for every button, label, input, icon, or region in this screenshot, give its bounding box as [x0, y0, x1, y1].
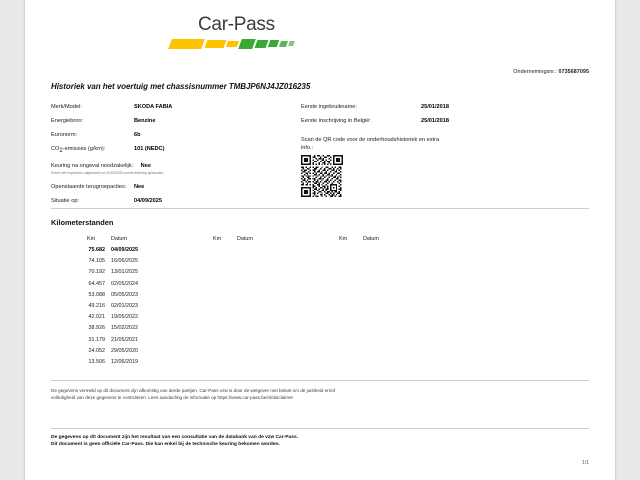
- detail-row-euronorm: [51, 132, 301, 146]
- table-row: [51, 303, 589, 314]
- detail-label: Eerste ingebruikname:: [301, 104, 357, 110]
- detail-value: 6b: [134, 132, 141, 138]
- detail-row-energy-source: [51, 118, 301, 132]
- table-row: [51, 281, 589, 292]
- column-header-datum-1: Datum: [111, 236, 127, 242]
- mileage-date: 29/05/2020: [111, 347, 138, 354]
- column-header-km-1: Km: [87, 236, 96, 242]
- mileage-km: 64.457: [88, 280, 105, 287]
- mileage-km: 42.021: [88, 314, 105, 321]
- logo-bar-yellow-1: [168, 39, 205, 49]
- disclaimer-text: De gegevens vermeld op dit document zijn afkomstig van derde partijen. Car-Pass vzw is door de wetgever niet belast om de juistheid en/of volledigheid van deze gegevens te controleren. Lees aandachtig de informatie op https://www.car-pass.be/nl/disclaimer: [51, 388, 335, 400]
- detail-value: Benzine: [134, 118, 156, 124]
- detail-label: Energiebron:: [51, 118, 84, 124]
- mileage-km: 74.105: [88, 258, 105, 265]
- table-row: [51, 247, 589, 258]
- table-row: [51, 348, 589, 359]
- company-number-label: Ondernemingsnr.:: [513, 69, 557, 75]
- logo-bar-green-4: [279, 41, 288, 47]
- detail-value: Nee: [140, 163, 151, 169]
- logo-bar-yellow-3: [226, 41, 239, 47]
- page-title: Historiek van het voertuig met chassisnummer TMBJP6NJ4JZ016235: [51, 82, 311, 91]
- situation-date-label: Situatie op:: [51, 198, 79, 204]
- detail-value: 25/01/2018: [421, 118, 449, 124]
- situation-date-value: 04/09/2025: [134, 198, 162, 204]
- footer-statement-line-1: De gegevens op dit document zijn het resultaat van een consultatie van de databank van de vzw Car-Pass.: [51, 435, 299, 440]
- document-page: [25, 0, 615, 480]
- mileage-section-title: Kilometerstanden: [51, 218, 114, 227]
- qr-code[interactable]: [301, 155, 343, 197]
- detail-value: Nee: [134, 184, 145, 190]
- detail-row-first-registration-be: [301, 118, 561, 132]
- company-number-value: 0735687095: [558, 69, 589, 75]
- logo-bar-yellow-2: [205, 40, 227, 48]
- mileage-date: 05/05/2023: [111, 291, 138, 298]
- table-row: [51, 325, 589, 336]
- page-number: 1/1: [582, 460, 589, 466]
- vehicle-details-right-column: [301, 104, 561, 151]
- mileage-date: 02/01/2023: [111, 302, 138, 309]
- logo-bar-green-5: [288, 41, 295, 46]
- accident-check-note: Enkel met expertises uitgevoerd na 01/03/2019 wordt rekening gehouden.: [51, 171, 165, 175]
- mileage-km: 75.682: [88, 247, 105, 253]
- mileage-km: 13.506: [88, 358, 105, 365]
- column-header-km-3: Km: [339, 236, 348, 242]
- car-pass-logo: [168, 14, 298, 58]
- qr-code-icon: [301, 155, 343, 197]
- detail-label: CO2-emissies (g/km):: [51, 146, 106, 155]
- table-row: [51, 269, 589, 280]
- table-row: [51, 359, 589, 370]
- detail-row-accident-check: [51, 163, 301, 169]
- logo-bar-green-1: [238, 39, 256, 49]
- qr-code-label: Scan de QR code voor de onderhoudshistoriek en extra info.:: [301, 137, 440, 151]
- table-row: [51, 337, 589, 348]
- column-header-km-2: Km: [213, 236, 222, 242]
- mileage-table: [51, 236, 589, 370]
- mileage-km: 49.216: [88, 302, 105, 309]
- detail-label: Keuring na ongeval noodzakelijk:: [51, 163, 134, 169]
- mileage-km: 38.926: [88, 325, 105, 332]
- table-row: [51, 314, 589, 325]
- mileage-km: 31.179: [88, 336, 105, 343]
- table-row: [51, 258, 589, 269]
- detail-label: Openstaande terugroepacties:: [51, 184, 127, 190]
- logo-chevron-bars: [168, 37, 298, 53]
- mileage-km: 70.192: [88, 269, 105, 276]
- footer-divider-top: [51, 380, 589, 381]
- mileage-date: 13/01/2025: [111, 269, 138, 276]
- column-header-datum-2: Datum: [237, 236, 253, 242]
- detail-row-first-use: [301, 104, 561, 118]
- mileage-date: 19/05/2022: [111, 314, 138, 321]
- detail-row-co2-emissions: [51, 146, 301, 160]
- mileage-table-header: [51, 236, 589, 247]
- footer-statement: [51, 434, 471, 448]
- mileage-date: 12/06/2019: [111, 358, 138, 365]
- mileage-km: 53.088: [88, 291, 105, 298]
- mileage-date: 21/05/2021: [111, 336, 138, 343]
- section-divider: [51, 208, 589, 209]
- logo-bar-green-3: [268, 40, 280, 47]
- detail-label: Eerste inschrijving in België:: [301, 118, 371, 124]
- mileage-km: 24.052: [88, 347, 105, 354]
- logo-bar-green-2: [255, 40, 269, 48]
- detail-row-brand-model: [51, 104, 301, 118]
- detail-value: SKODA FABIA: [134, 104, 173, 110]
- vehicle-details-left-column: [51, 104, 301, 204]
- detail-value: 25/01/2018: [421, 104, 449, 110]
- table-row: [51, 292, 589, 303]
- detail-value: 101 (NEDC): [134, 146, 165, 152]
- detail-label: Merk/Model:: [51, 104, 82, 110]
- mileage-date: 04/09/2025: [111, 247, 138, 253]
- company-number: [513, 69, 589, 75]
- column-header-datum-3: Datum: [363, 236, 379, 242]
- mileage-date: 15/02/2022: [111, 325, 138, 332]
- mileage-date: 16/06/2025: [111, 258, 138, 265]
- mileage-date: 02/05/2024: [111, 280, 138, 287]
- logo-wordmark: Car-Pass: [198, 14, 275, 35]
- detail-label: Euronorm:: [51, 132, 78, 138]
- footer-statement-line-2: Dit document is geen officiële Car-Pass. Die kan enkel bij de technische keuring bekomen worden.: [51, 442, 280, 447]
- footer-divider-bottom: [51, 428, 589, 429]
